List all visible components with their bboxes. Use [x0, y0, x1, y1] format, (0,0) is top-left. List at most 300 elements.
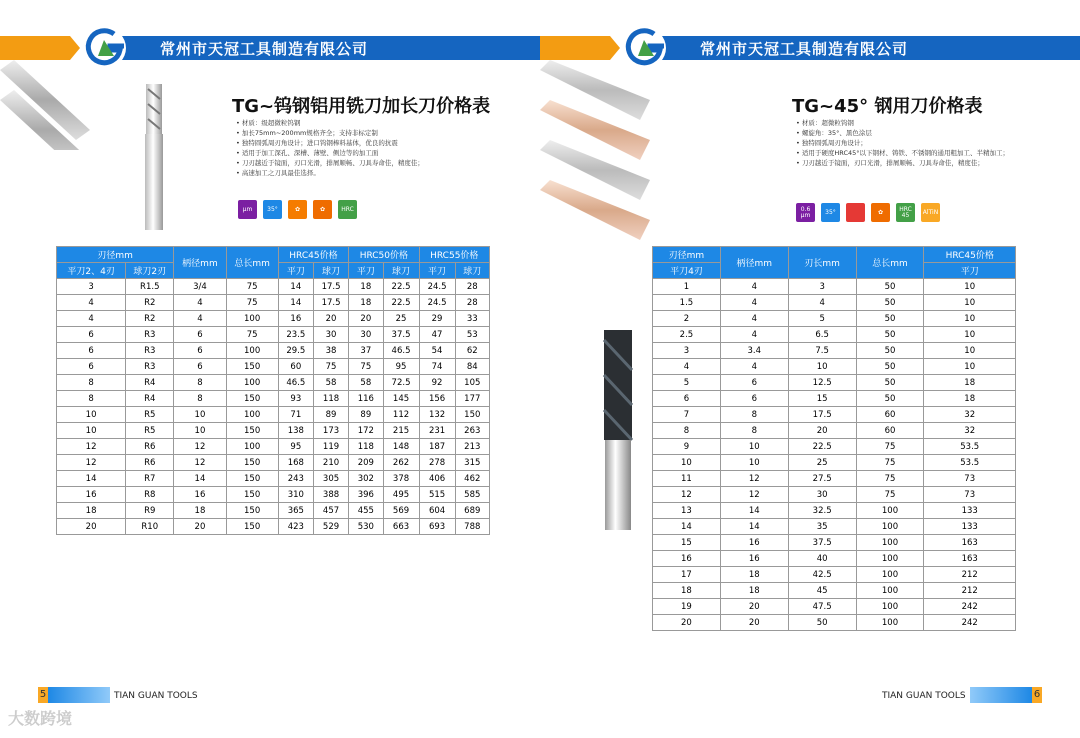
table-cell: 6 — [653, 391, 721, 407]
table-row — [653, 311, 1016, 327]
table-cell: 396 — [349, 487, 383, 503]
table-cell: 12 — [57, 455, 126, 471]
col-blade: 刃径mm — [653, 247, 721, 263]
table-cell: 74 — [419, 359, 455, 375]
table-cell: 8 — [57, 375, 126, 391]
table-cell: 50 — [856, 295, 924, 311]
table-cell: 37.5 — [383, 327, 419, 343]
table-cell: 515 — [419, 487, 455, 503]
hrc-icon: HRC 45 — [896, 203, 915, 222]
helix-angle-icon: 35° — [821, 203, 840, 222]
table-cell: 10 — [720, 439, 788, 455]
footer-bar — [970, 687, 1032, 703]
table-cell: 100 — [856, 567, 924, 583]
table-cell: 30 — [349, 327, 383, 343]
table-row — [57, 455, 490, 471]
table-cell: 17 — [653, 567, 721, 583]
table-cell: 33 — [455, 311, 489, 327]
feature-item: • 加长75mm~200mm规格齐全；支持非标定制 — [236, 128, 476, 138]
table-cell: 46.5 — [383, 343, 419, 359]
table-cell: 12 — [174, 439, 226, 455]
table-cell: 242 — [924, 615, 1016, 631]
table-cell: 365 — [278, 503, 313, 519]
table-cell: 4 — [174, 311, 226, 327]
table-cell: 150 — [455, 407, 489, 423]
table-cell: R5 — [126, 407, 174, 423]
table-row — [653, 423, 1016, 439]
table-cell: 6 — [174, 359, 226, 375]
table-cell: 388 — [313, 487, 348, 503]
table-cell: 100 — [856, 599, 924, 615]
table-cell: 4 — [720, 311, 788, 327]
price-table-right — [652, 246, 1016, 631]
table-row — [653, 327, 1016, 343]
table-row — [57, 487, 490, 503]
feature-item: • 材质：级超微粒钨钢 — [236, 118, 476, 128]
table-cell: 10 — [653, 455, 721, 471]
table-cell: 14 — [57, 471, 126, 487]
table-cell: 212 — [924, 567, 1016, 583]
table-cell: 6.5 — [788, 327, 856, 343]
table-cell: 462 — [455, 471, 489, 487]
table-cell: 4 — [174, 295, 226, 311]
table-cell: 12 — [720, 487, 788, 503]
table-cell: 172 — [349, 423, 383, 439]
table-row — [57, 343, 490, 359]
table-cell: 58 — [313, 375, 348, 391]
table-cell: 119 — [313, 439, 348, 455]
table-cell: 156 — [419, 391, 455, 407]
table-cell: 71 — [278, 407, 313, 423]
table-cell: 32 — [924, 423, 1016, 439]
table-row — [57, 359, 490, 375]
table-cell: 100 — [856, 535, 924, 551]
table-cell: 302 — [349, 471, 383, 487]
table-cell: 75 — [856, 439, 924, 455]
table-cell: 100 — [226, 407, 278, 423]
col-hrc45: HRC45价格 — [278, 247, 348, 263]
table-cell: 4 — [720, 359, 788, 375]
micron-icon: 0.6 μm — [796, 203, 815, 222]
table-cell: 4 — [57, 311, 126, 327]
table-cell: 133 — [924, 503, 1016, 519]
table-cell: 530 — [349, 519, 383, 535]
table-cell: 73 — [924, 487, 1016, 503]
table-cell: 20 — [788, 423, 856, 439]
table-cell: 73 — [924, 471, 1016, 487]
table-row — [57, 439, 490, 455]
table-cell: 17.5 — [788, 407, 856, 423]
table-cell: 18 — [720, 583, 788, 599]
table-row — [653, 535, 1016, 551]
table-cell: 406 — [419, 471, 455, 487]
table-cell: 604 — [419, 503, 455, 519]
footer-text: TIAN GUAN TOOLS — [882, 691, 966, 701]
table-cell: 72.5 — [383, 375, 419, 391]
table-cell: 4 — [57, 295, 126, 311]
table-cell: 29 — [419, 311, 455, 327]
table-cell: 6 — [720, 391, 788, 407]
orange-band — [540, 36, 610, 60]
table-cell: R6 — [126, 455, 174, 471]
table-cell: 118 — [313, 391, 348, 407]
table-cell: 20 — [720, 615, 788, 631]
table-cell: 5 — [788, 311, 856, 327]
table-cell: 305 — [313, 471, 348, 487]
feature-item: • 独特圆弧周刃角设计； — [796, 138, 1036, 148]
table-cell: 215 — [383, 423, 419, 439]
table-cell: 24.5 — [419, 295, 455, 311]
table-cell: 23.5 — [278, 327, 313, 343]
table-row — [653, 503, 1016, 519]
table-cell: 10 — [788, 359, 856, 375]
table-cell: 20 — [349, 311, 383, 327]
table-cell: 28 — [455, 295, 489, 311]
table-row — [653, 455, 1016, 471]
table-cell: 148 — [383, 439, 419, 455]
table-cell: 84 — [455, 359, 489, 375]
table-cell: 4 — [788, 295, 856, 311]
table-cell: 18 — [57, 503, 126, 519]
col-length: 总长mm — [226, 247, 278, 279]
feature-item: • 螺旋角：35°、黑色涂层 — [796, 128, 1036, 138]
table-cell: 16 — [720, 535, 788, 551]
feature-item: • 高速加工之刀具最佳选择。 — [236, 168, 476, 178]
table-cell: 263 — [455, 423, 489, 439]
table-cell: 150 — [226, 487, 278, 503]
table-cell: 95 — [278, 439, 313, 455]
table-row — [653, 615, 1016, 631]
table-cell: 42.5 — [788, 567, 856, 583]
table-cell: 150 — [226, 423, 278, 439]
table-cell: 2 — [653, 311, 721, 327]
table-cell: 8 — [653, 423, 721, 439]
table-row — [57, 503, 490, 519]
table-cell: 45 — [788, 583, 856, 599]
table-row — [57, 279, 490, 295]
table-cell: 788 — [455, 519, 489, 535]
table-cell: 6 — [57, 343, 126, 359]
table-cell: 9 — [653, 439, 721, 455]
col-ball-sub: 球刀2刃 — [126, 263, 174, 279]
table-cell: 12 — [174, 455, 226, 471]
table-cell: R3 — [126, 343, 174, 359]
table-row — [653, 439, 1016, 455]
table-cell: 210 — [313, 455, 348, 471]
table-cell: 4 — [720, 327, 788, 343]
table-cell: 14 — [278, 279, 313, 295]
table-cell: 53.5 — [924, 455, 1016, 471]
table-row — [653, 391, 1016, 407]
table-cell: 15 — [653, 535, 721, 551]
col-blade-sub: 平刀4刃 — [653, 263, 721, 279]
col-flat: 平刀 — [419, 263, 455, 279]
col-length: 总长mm — [856, 247, 924, 279]
feature-icons — [238, 200, 357, 219]
feature-icons — [796, 203, 940, 222]
feature-item: • 材质：超微粒钨钢 — [796, 118, 1036, 128]
table-cell: 14 — [653, 519, 721, 535]
table-cell: R2 — [126, 295, 174, 311]
company-logo — [84, 26, 128, 70]
table-cell: 10 — [57, 423, 126, 439]
table-cell: 689 — [455, 503, 489, 519]
table-cell: 20 — [653, 615, 721, 631]
tool-image-pair — [0, 60, 90, 150]
table-cell: 315 — [455, 455, 489, 471]
feature-item: • 刀刃越近于镜面，刃口光滑，排屑顺畅、刀具寿命佳，精度佳； — [796, 158, 1036, 168]
table-cell: 105 — [455, 375, 489, 391]
table-cell: 150 — [226, 503, 278, 519]
table-cell: 495 — [383, 487, 419, 503]
table-cell: 95 — [383, 359, 419, 375]
table-cell: 75 — [349, 359, 383, 375]
feature-item: • 适用于硬度HRC45°以下钢材、铸铁、不锈钢的通用粗加工、半精加工； — [796, 148, 1036, 158]
company-name: 常州市天冠工具制造有限公司 — [700, 40, 909, 58]
table-cell: R8 — [126, 487, 174, 503]
table-cell: 3 — [788, 279, 856, 295]
table-cell: 212 — [924, 583, 1016, 599]
table-cell: 93 — [278, 391, 313, 407]
col-flat: 平刀 — [349, 263, 383, 279]
feature-item: • 独特圆弧周刃角设计；进口钨钢棒料基体，优良的抗震 — [236, 138, 476, 148]
table-cell: 4 — [653, 359, 721, 375]
table-cell: 75 — [856, 471, 924, 487]
table-cell: 378 — [383, 471, 419, 487]
table-cell: 569 — [383, 503, 419, 519]
table-cell: 53.5 — [924, 439, 1016, 455]
table-cell: R10 — [126, 519, 174, 535]
table-cell: 8 — [57, 391, 126, 407]
table-cell: 8 — [720, 407, 788, 423]
table-cell: R5 — [126, 423, 174, 439]
table-cell: 6 — [174, 343, 226, 359]
price-table-left — [56, 246, 490, 535]
table-cell: 75 — [313, 359, 348, 375]
table-cell: 663 — [383, 519, 419, 535]
table-cell: 58 — [349, 375, 383, 391]
table-cell: 177 — [455, 391, 489, 407]
table-cell: 10 — [924, 327, 1016, 343]
right-page — [540, 0, 1080, 738]
table-cell: R9 — [126, 503, 174, 519]
table-cell: 50 — [856, 311, 924, 327]
table-cell: 187 — [419, 439, 455, 455]
footer-text: TIAN GUAN TOOLS — [114, 691, 198, 701]
table-cell: 4 — [720, 279, 788, 295]
table-cell: 18 — [349, 279, 383, 295]
table-cell: 46.5 — [278, 375, 313, 391]
table-cell: 29.5 — [278, 343, 313, 359]
table-cell: 100 — [226, 343, 278, 359]
table-row — [57, 327, 490, 343]
table-cell: 62 — [455, 343, 489, 359]
table-cell: 60 — [856, 407, 924, 423]
table-cell: 10 — [924, 311, 1016, 327]
tool-image-black — [598, 330, 638, 530]
table-cell: 10 — [174, 423, 226, 439]
table-cell: 75 — [856, 455, 924, 471]
table-cell: 60 — [278, 359, 313, 375]
table-cell: 6 — [57, 327, 126, 343]
table-cell: 6 — [720, 375, 788, 391]
table-row — [653, 471, 1016, 487]
table-cell: 60 — [856, 423, 924, 439]
col-flat-sub: 平刀2、4刃 — [57, 263, 126, 279]
table-cell: R2 — [126, 311, 174, 327]
col-edge: 刃长mm — [788, 247, 856, 279]
table-cell: 1 — [653, 279, 721, 295]
table-cell: 10 — [924, 279, 1016, 295]
table-cell: 50 — [856, 279, 924, 295]
table-cell: 54 — [419, 343, 455, 359]
page-number: 6 — [1032, 687, 1042, 703]
flutes-4f-icon: ✿ — [871, 203, 890, 222]
table-cell: 18 — [720, 567, 788, 583]
table-cell: 20 — [57, 519, 126, 535]
table-cell: 10 — [720, 455, 788, 471]
table-cell: 13 — [653, 503, 721, 519]
table-row — [653, 375, 1016, 391]
col-flat: 平刀 — [278, 263, 313, 279]
table-row — [57, 311, 490, 327]
flutes-2f-icon: ✿ — [288, 200, 307, 219]
table-cell: 40 — [788, 551, 856, 567]
table-cell: 173 — [313, 423, 348, 439]
tool-image-vertical — [140, 84, 168, 230]
table-cell: 6 — [174, 327, 226, 343]
table-row — [57, 519, 490, 535]
table-cell: 529 — [313, 519, 348, 535]
table-cell: 10 — [924, 343, 1016, 359]
table-cell: 100 — [226, 311, 278, 327]
table-cell: 30 — [788, 487, 856, 503]
table-cell: 14 — [720, 503, 788, 519]
orange-band — [0, 36, 70, 60]
table-row — [57, 423, 490, 439]
table-cell: 50 — [788, 615, 856, 631]
col-flat: 平刀 — [924, 263, 1016, 279]
tool-image-diagonal — [540, 60, 650, 260]
col-hrc50: HRC50价格 — [349, 247, 419, 263]
table-cell: 75 — [226, 295, 278, 311]
table-cell: 16 — [720, 551, 788, 567]
table-cell: 11 — [653, 471, 721, 487]
table-cell: 133 — [924, 519, 1016, 535]
table-cell: 25 — [383, 311, 419, 327]
table-cell: 8 — [174, 391, 226, 407]
table-cell: 150 — [226, 471, 278, 487]
feature-list — [796, 118, 1036, 168]
table-cell: 150 — [226, 391, 278, 407]
table-cell: 100 — [856, 615, 924, 631]
table-cell: 7 — [653, 407, 721, 423]
table-cell: 16 — [174, 487, 226, 503]
table-cell: 47.5 — [788, 599, 856, 615]
table-cell: 14 — [278, 295, 313, 311]
table-row — [653, 343, 1016, 359]
table-cell: 22.5 — [383, 295, 419, 311]
feature-list — [236, 118, 476, 178]
table-cell: 22.5 — [788, 439, 856, 455]
feature-item: • 刀刃越近于镜面，刃口光滑，排屑顺畅、刀具寿命佳，精度佳； — [236, 158, 476, 168]
table-body — [57, 279, 490, 535]
table-cell: 118 — [349, 439, 383, 455]
table-cell: 1.5 — [653, 295, 721, 311]
table-cell: R6 — [126, 439, 174, 455]
table-cell: 10 — [57, 407, 126, 423]
table-cell: 10 — [174, 407, 226, 423]
table-row — [653, 551, 1016, 567]
table-cell: 457 — [313, 503, 348, 519]
table-cell: 12.5 — [788, 375, 856, 391]
table-cell: 7.5 — [788, 343, 856, 359]
col-blade: 刃径mm — [57, 247, 174, 263]
table-cell: 16 — [653, 551, 721, 567]
table-row — [653, 519, 1016, 535]
table-cell: 2.5 — [653, 327, 721, 343]
table-cell: R1.5 — [126, 279, 174, 295]
col-hrc45: HRC45价格 — [924, 247, 1016, 263]
table-cell: 310 — [278, 487, 313, 503]
table-cell: 8 — [174, 375, 226, 391]
table-cell: 693 — [419, 519, 455, 535]
table-cell: 20 — [313, 311, 348, 327]
table-cell: 6 — [57, 359, 126, 375]
table-cell: 20 — [174, 519, 226, 535]
table-cell: 35 — [788, 519, 856, 535]
table-cell: 10 — [924, 359, 1016, 375]
table-cell: 50 — [856, 359, 924, 375]
page-title: TG~45° 钢用刀价格表 — [792, 96, 983, 117]
table-cell: 18 — [174, 503, 226, 519]
table-cell: 10 — [924, 295, 1016, 311]
table-cell: 20 — [720, 599, 788, 615]
table-row — [57, 471, 490, 487]
company-name: 常州市天冠工具制造有限公司 — [160, 40, 369, 58]
table-cell: 18 — [924, 375, 1016, 391]
table-cell: 116 — [349, 391, 383, 407]
altin-icon: AlTiN — [921, 203, 940, 222]
page-title: TG~钨钢铝用铣刀加长刀价格表 — [232, 96, 491, 117]
table-cell: R7 — [126, 471, 174, 487]
table-cell: 16 — [278, 311, 313, 327]
table-cell: 209 — [349, 455, 383, 471]
table-cell: 231 — [419, 423, 455, 439]
table-cell: 150 — [226, 359, 278, 375]
table-row — [653, 359, 1016, 375]
table-cell: 145 — [383, 391, 419, 407]
helix-angle-icon: 35° — [263, 200, 282, 219]
table-cell: 5 — [653, 375, 721, 391]
table-cell: 100 — [856, 519, 924, 535]
table-cell: 100 — [856, 551, 924, 567]
col-hrc55: HRC55价格 — [419, 247, 489, 263]
page-number: 5 — [38, 687, 48, 703]
table-cell: 50 — [856, 343, 924, 359]
table-cell: 17.5 — [313, 279, 348, 295]
table-cell: 455 — [349, 503, 383, 519]
col-ball: 球刀 — [313, 263, 348, 279]
table-row — [653, 487, 1016, 503]
table-row — [57, 375, 490, 391]
table-row — [653, 567, 1016, 583]
table-cell: 100 — [226, 375, 278, 391]
table-cell: 12 — [57, 439, 126, 455]
table-body — [653, 279, 1016, 631]
table-cell: 38 — [313, 343, 348, 359]
table-row — [57, 391, 490, 407]
